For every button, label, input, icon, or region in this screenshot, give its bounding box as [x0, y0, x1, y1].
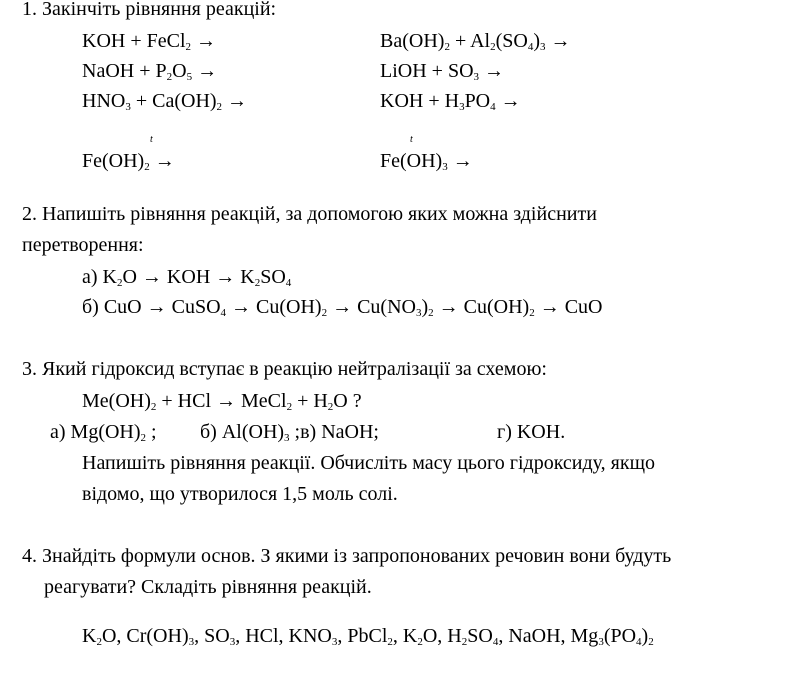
task3-option-b-c: б) $Al(OH)_3$ ;в) NaOH; [200, 421, 379, 444]
subscript: 2 [286, 401, 293, 413]
task4-title-line1: 4. Знайдіть формули основ. З якими із запропонованих речовин вони будуть [22, 545, 672, 567]
subscript: 3 [331, 636, 338, 648]
subscript: 2 [428, 307, 434, 319]
task3-scheme: $Me(OH)_2$ + HCl → MeCl$_2$ + $H_2O$ ? [82, 390, 362, 413]
task3-title: 3. Який гідроксид вступає в реакцію нейтралізації за схемою: [22, 358, 547, 380]
task4-title-line2: реагувати? Складіть рівняння реакцій. [44, 576, 372, 598]
subscript: 3 [125, 101, 131, 113]
subscript: 2 [444, 41, 450, 53]
subscript: 4 [285, 277, 292, 289]
task1-eq-feoh3: $Fe(OH)_3$ → [380, 150, 473, 173]
task1-eq-koh-h3po4: KOH + $H_3PO_4$ → [380, 90, 521, 113]
task3-option-a: а) $Mg(OH)_2$ ; [50, 421, 157, 444]
task3-instruction-line2: відомо, що утворилося 1,5 моль солі. [82, 483, 398, 505]
subscript: 2 [185, 41, 192, 53]
subscript: 3 [473, 71, 480, 83]
subscript: 2 [490, 41, 496, 53]
subscript: 3 [284, 432, 290, 444]
subscript: 2 [327, 401, 334, 413]
task1-eq-feoh2: $Fe(OH)_2$ → [82, 150, 175, 173]
task2-chain-b: б) CuO → CuSO$_4$ → $Cu(OH)_2 \to Cu(NO_3)_2 \to Cu(OH)_2$ → CuO [82, 296, 603, 319]
subscript: 2 [321, 307, 328, 319]
subscript: 3 [188, 636, 195, 648]
subscript: 2 [417, 636, 423, 648]
task2-title-line2: перетворення: [22, 234, 144, 256]
task1-eq-lioh-so3: LiOH + $SO_3$ → [380, 60, 505, 83]
subscript: 2 [96, 636, 102, 648]
subscript: 2 [461, 636, 468, 648]
subscript: 5 [186, 71, 193, 83]
subscript: 2 [140, 432, 147, 444]
subscript: 4 [492, 636, 499, 648]
task1-temp-mark-right: t [410, 134, 413, 145]
subscript: 2 [529, 307, 535, 319]
task1-eq-naoh-p2o5: NaOH + $P_2O_5$ → [82, 60, 218, 83]
subscript: 2 [116, 277, 123, 289]
subscript: 3 [442, 161, 448, 173]
task2-title-line1: 2. Напишіть рівняння реакцій, за допомогою яких можна здійснити [22, 203, 597, 225]
subscript: 2 [150, 401, 157, 413]
task4-substances: $K_2O$, $Cr(OH)_3$, $SO_3$, HCl, $KNO_3$, PbCl$_2$, $K_2O$, $H_2SO_4$, NaOH, $Mg_3(PO_4)_2$ [82, 625, 654, 648]
subscript: 2 [166, 71, 173, 83]
subscript: 2 [254, 277, 261, 289]
task1-eq-koh-fecl2: KOH + FeCl$_2$ → [82, 30, 217, 53]
subscript: 4 [636, 636, 642, 648]
subscript: 3 [415, 307, 422, 319]
subscript: 3 [229, 636, 236, 648]
subscript: 2 [216, 101, 223, 113]
task1-temp-mark-left: t [150, 134, 153, 145]
subscript: 3 [598, 636, 604, 648]
task1-eq-baoh2-al2so43: $Ba(OH)_2 + Al_2(SO_4)_3$ → [380, 30, 571, 53]
subscript: 2 [144, 161, 150, 173]
subscript: 4 [220, 307, 227, 319]
subscript: 2 [387, 636, 393, 648]
task2-chain-a: а) $K_2O$ → KOH → $K_2SO_4$ [82, 266, 292, 289]
task1-eq-hno3-caoh2: $HNO_3 + Ca(OH)_2$ → [82, 90, 248, 113]
subscript: 4 [490, 101, 496, 113]
subscript: 3 [540, 41, 546, 53]
task3-instruction-line1: Напишіть рівняння реакції. Обчисліть масу цього гідроксиду, якщо [82, 452, 655, 474]
task1-title: 1. Закінчіть рівняння реакцій: [22, 0, 277, 20]
task3-option-d: г) KOH. [497, 421, 566, 443]
subscript: 2 [648, 636, 654, 648]
subscript: 3 [459, 101, 465, 113]
subscript: 4 [527, 41, 534, 53]
